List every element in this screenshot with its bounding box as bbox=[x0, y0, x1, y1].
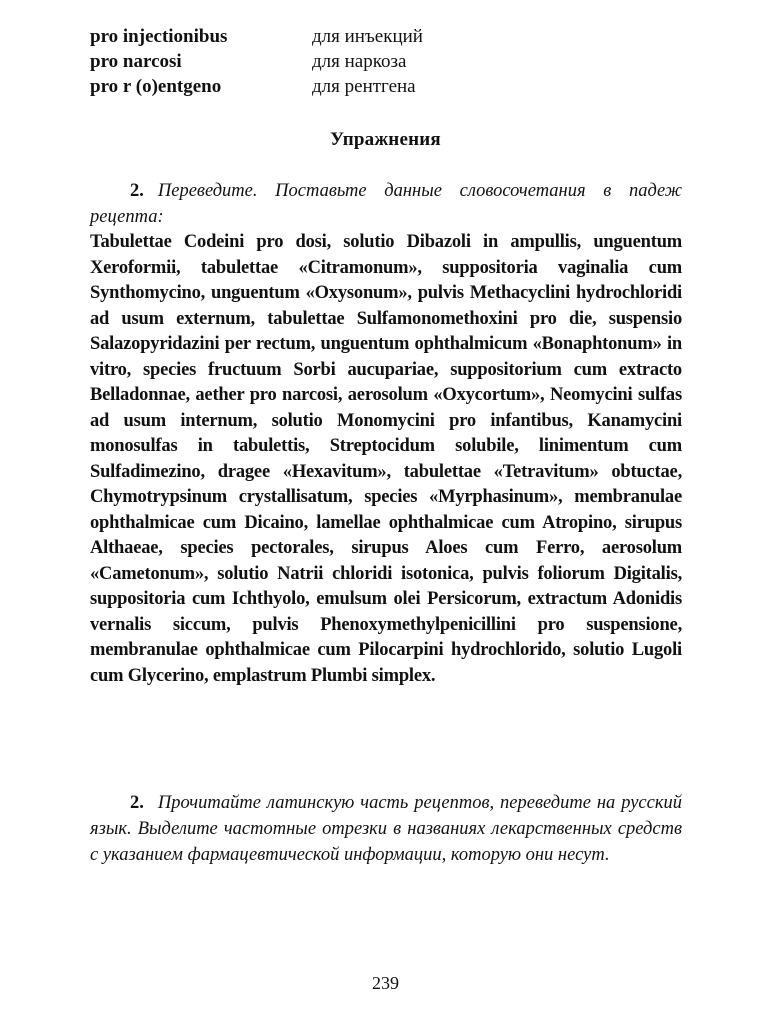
term-row bbox=[90, 74, 690, 99]
exercise-body: Tabulettae Codeini pro dosi, solutio Dibazoli in ampullis, unguentum Xeroformii, tabulettae «Citramonum», suppositoria vaginalia cum Synthomycino, unguentum «Oxysonum», pulvis Methacyclini hydrochloridi ad usum externum, tabulettae Sulfamonomethoxini pro die, suspensio Salazopyridazini per rectum, unguentum ophthalmicum «Bonaphtonum» in vitro, species fructuum Sorbi aucupariae, suppositorium cum extracto Belladonnae, aether pro narcosi, aerosolum «Oxycortum», Neomycini sulfas ad usum internum, solutio Monomycini pro infantibus, Kanamycini monosulfas in tabulettis, Streptocidum solubile, linimentum cum Sulfadimezino, dragee «Hexavitum», tabulettae «Tetravitum» obtuctae, Chymotrypsinum crystallisatum, species «Myrphasinum», membranulae ophthalmicae cum Dicaino, lamellae ophthalmicae cum Atropino, sirupus Althaeae, species pectorales, sirupus Aloes cum Ferro, aerosolum «Cametonum», solutio Natrii chloridi isotonica, pulvis foliorum Digitalis, suppositoria cum Ichthyolo, emulsum olei Persicorum, extractum Adonidis vernalis siccum, pulvis Phenoxymethylpenicillini pro suspensione, membranulae ophthalmicae cum Pilocarpini hydrochlorido, solutio Lugoli cum Glycerino, emplastrum Plumbi simplex. bbox=[90, 232, 682, 686]
term-russian: для наркоза bbox=[312, 51, 407, 72]
term-latin: pro injectionibus bbox=[90, 26, 228, 47]
term-row bbox=[90, 24, 690, 49]
exercise-intro bbox=[90, 178, 682, 230]
term-russian: для рентгена bbox=[312, 76, 416, 97]
term-table bbox=[90, 24, 690, 99]
exercise-1 bbox=[90, 178, 682, 689]
exercise-instruction: Переведите. Поставьте данные словосочетания в падеж рецепта: bbox=[90, 181, 682, 227]
exercise-number: 2. bbox=[130, 793, 144, 813]
exercise-2 bbox=[90, 790, 682, 868]
term-latin: pro r (o)entgeno bbox=[90, 76, 222, 97]
term-row bbox=[90, 49, 690, 74]
section-heading: Упражнения bbox=[330, 129, 441, 150]
exercise-number: 2. bbox=[130, 181, 144, 201]
exercise-instruction: Прочитайте латинскую часть рецептов, переведите на русский язык. Выделите частотные отрезки в названиях лекарственных средств с указанием фармацевтической информации, которую они несут. bbox=[90, 793, 682, 865]
page-number: 239 bbox=[372, 973, 399, 993]
term-latin: pro narcosi bbox=[90, 51, 182, 72]
exercise-intro bbox=[90, 790, 682, 868]
term-russian: для инъекций bbox=[312, 26, 423, 47]
